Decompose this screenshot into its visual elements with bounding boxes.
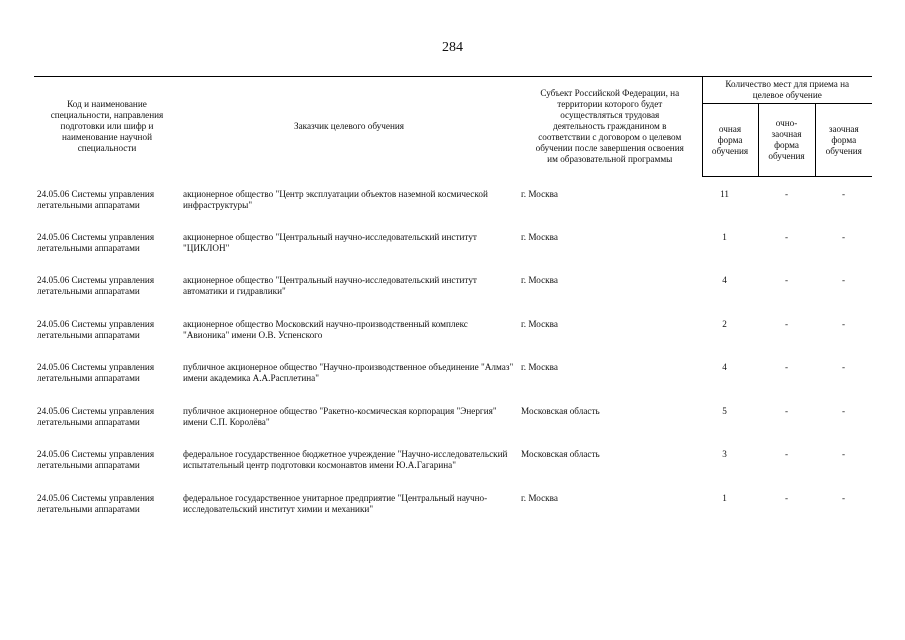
- table-row: [34, 275, 872, 319]
- cell-subject: г. Москва: [521, 275, 558, 286]
- cell-customer: публичное акционерное общество "Ракетно-космическая корпорация "Энергия" имени С.П. Королёва": [183, 405, 497, 427]
- table-row: [34, 362, 872, 406]
- cell-distance: -: [841, 449, 846, 460]
- cell-customer: акционерное общество "Центр эксплуатации объектов наземной космической инфраструктуры": [183, 188, 488, 210]
- cell-customer: акционерное общество Московский научно-производственный комплекс "Авионика" имени О.В. Успенского: [183, 318, 468, 340]
- table-row: [34, 232, 872, 276]
- table-row: [34, 319, 872, 363]
- table-row: [34, 177, 872, 232]
- table-row: [34, 493, 872, 537]
- cell-subject: г. Москва: [521, 362, 558, 373]
- header-part-time: очно-заочная форма обучения: [758, 104, 815, 177]
- cell-subject: г. Москва: [521, 231, 558, 242]
- targeted-training-table: [34, 76, 872, 537]
- cell-part-time: -: [784, 275, 789, 286]
- cell-code: 24.05.06 Системы управления летательными аппаратами: [37, 318, 155, 340]
- cell-customer: федеральное государственное унитарное предприятие "Центральный научно-исследовательский институт химии и механики": [183, 493, 488, 515]
- cell-subject: г. Москва: [521, 493, 558, 504]
- page-number: 284: [442, 40, 463, 55]
- cell-full-time: 4: [722, 362, 727, 373]
- cell-subject: г. Москва: [521, 188, 558, 199]
- cell-code: 24.05.06 Системы управления летательными аппаратами: [37, 188, 155, 210]
- cell-code: 24.05.06 Системы управления летательными аппаратами: [37, 231, 155, 253]
- cell-customer: акционерное общество "Центральный научно-исследовательский институт "ЦИКЛОН": [183, 231, 477, 253]
- cell-part-time: -: [784, 231, 789, 242]
- cell-part-time: -: [784, 493, 789, 504]
- cell-distance: -: [841, 318, 846, 329]
- table-row: [34, 406, 872, 450]
- cell-full-time: 1: [722, 493, 727, 504]
- cell-distance: -: [841, 231, 846, 242]
- cell-part-time: -: [784, 405, 789, 416]
- header-code: Код и наименование специальности, направления подготовки или шифр и наименование научной специальности: [34, 77, 180, 177]
- cell-full-time: 3: [722, 449, 727, 460]
- cell-full-time: 11: [720, 189, 729, 199]
- cell-code: 24.05.06 Системы управления летательными аппаратами: [37, 405, 155, 427]
- header-full-time: очная форма обучения: [702, 104, 758, 177]
- cell-code: 24.05.06 Системы управления летательными аппаратами: [37, 449, 155, 471]
- header-places: Количество мест для приема на целевое обучение: [702, 77, 872, 104]
- cell-distance: -: [841, 405, 846, 416]
- table-body: [34, 177, 872, 537]
- cell-distance: -: [841, 362, 846, 373]
- cell-customer: публичное акционерное общество "Научно-производственное объединение "Алмаз" имени академика А.А.Расплетина": [183, 362, 514, 384]
- header-customer: Заказчик целевого обучения: [180, 77, 518, 177]
- cell-customer: акционерное общество "Центральный научно-исследовательский институт автоматики и гидравлики": [183, 275, 477, 297]
- cell-full-time: 1: [722, 231, 727, 242]
- cell-code: 24.05.06 Системы управления летательными аппаратами: [37, 362, 155, 384]
- cell-part-time: -: [784, 318, 789, 329]
- cell-full-time: 5: [722, 405, 727, 416]
- cell-distance: -: [841, 275, 846, 286]
- cell-subject: Московская область: [521, 449, 600, 460]
- cell-subject: Московская область: [521, 405, 600, 416]
- cell-full-time: 4: [722, 275, 727, 286]
- cell-subject: г. Москва: [521, 318, 558, 329]
- table-row: [34, 449, 872, 493]
- cell-part-time: -: [784, 189, 789, 199]
- header-subject: Субъект Российской Федерации, на территории которого будет осуществляться трудовая деятельность гражданином в соответствии с договором о целевом обучении после завершения освоения им образовательной программы: [518, 77, 702, 177]
- cell-code: 24.05.06 Системы управления летательными аппаратами: [37, 275, 155, 297]
- cell-customer: федеральное государственное бюджетное учреждение "Научно-исследовательский испытательный центр подготовки космонавтов имени Ю.А.Гагарина": [183, 449, 508, 471]
- header-distance: заочная форма обучения: [815, 104, 872, 177]
- cell-part-time: -: [784, 362, 789, 373]
- cell-distance: -: [841, 493, 846, 504]
- cell-code: 24.05.06 Системы управления летательными аппаратами: [37, 493, 155, 515]
- cell-distance: -: [841, 189, 846, 199]
- cell-part-time: -: [784, 449, 789, 460]
- cell-full-time: 2: [722, 318, 727, 329]
